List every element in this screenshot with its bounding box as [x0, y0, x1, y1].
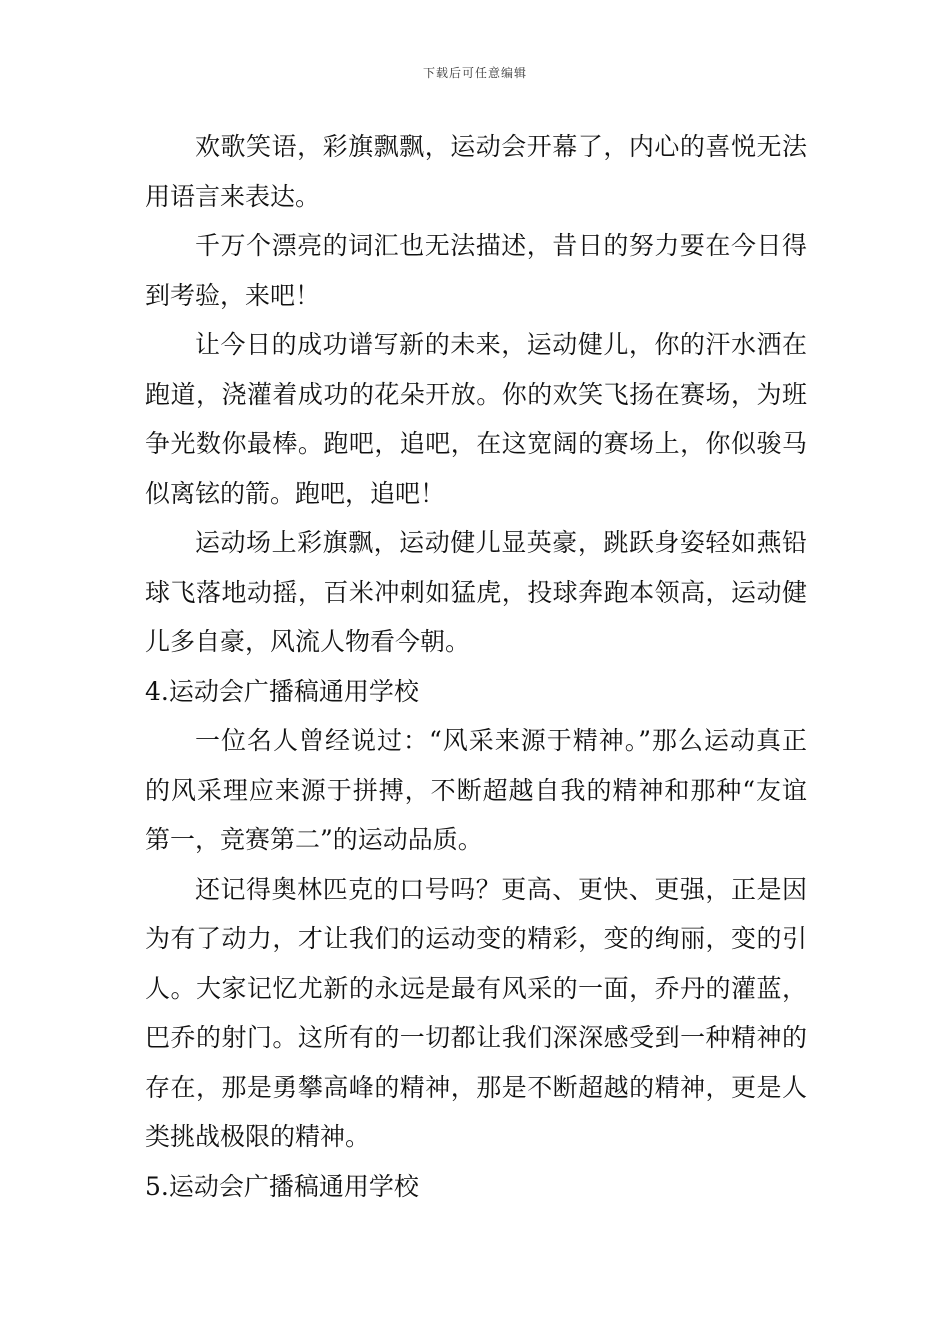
section-heading-5: 5.运动会广播稿通用学校 [145, 1171, 419, 1201]
header-note: 下载后可任意编辑 [422, 66, 527, 80]
paragraph-4: 运动场上彩旗飘，运动健儿显英豪，跳跃身姿轻如燕铅球飞落地动摇，百米冲刺如猛虎，投球奔跑本领高，运动健儿多自豪，风流人物看今朝。 [145, 528, 807, 656]
document-body [145, 122, 807, 1211]
paragraph-3: 让今日的成功谱写新的未来，运动健儿，你的汗水洒在跑道，浇灌着成功的花朵开放。你的欢笑飞扬在赛场，为班争光数你最棒。跑吧，追吧，在这宽阔的赛场上，你似骏马似离铉的箭。跑吧，追吧！ [145, 330, 807, 508]
paragraph-2: 千万个漂亮的词汇也无法描述，昔日的努力要在今日得到考验，来吧！ [145, 231, 807, 310]
paragraph-5: 一位名人曾经说过：“风采来源于精神。”那么运动真正的风采理应来源于拼搏，不断超越自我的精神和那种“友谊第一，竞赛第二”的运动品质。 [145, 726, 807, 854]
paragraph-1: 欢歌笑语，彩旗飘飘，运动会开幕了，内心的喜悦无法用语言来表达。 [145, 132, 807, 211]
paragraph-6: 还记得奥林匹克的口号吗？更高、更快、更强，正是因为有了动力，才让我们的运动变的精彩，变的绚丽，变的引人。大家记忆尤新的永远是最有风采的一面，乔丹的灌蓝，巴乔的射门。这所有的一切都让我们深深感受到一种精神的存在，那是勇攀高峰的精神，那是不断超越的精神，更是人类挑战极限的精神。 [145, 874, 807, 1151]
section-heading-4: 4.运动会广播稿通用学校 [145, 676, 419, 706]
